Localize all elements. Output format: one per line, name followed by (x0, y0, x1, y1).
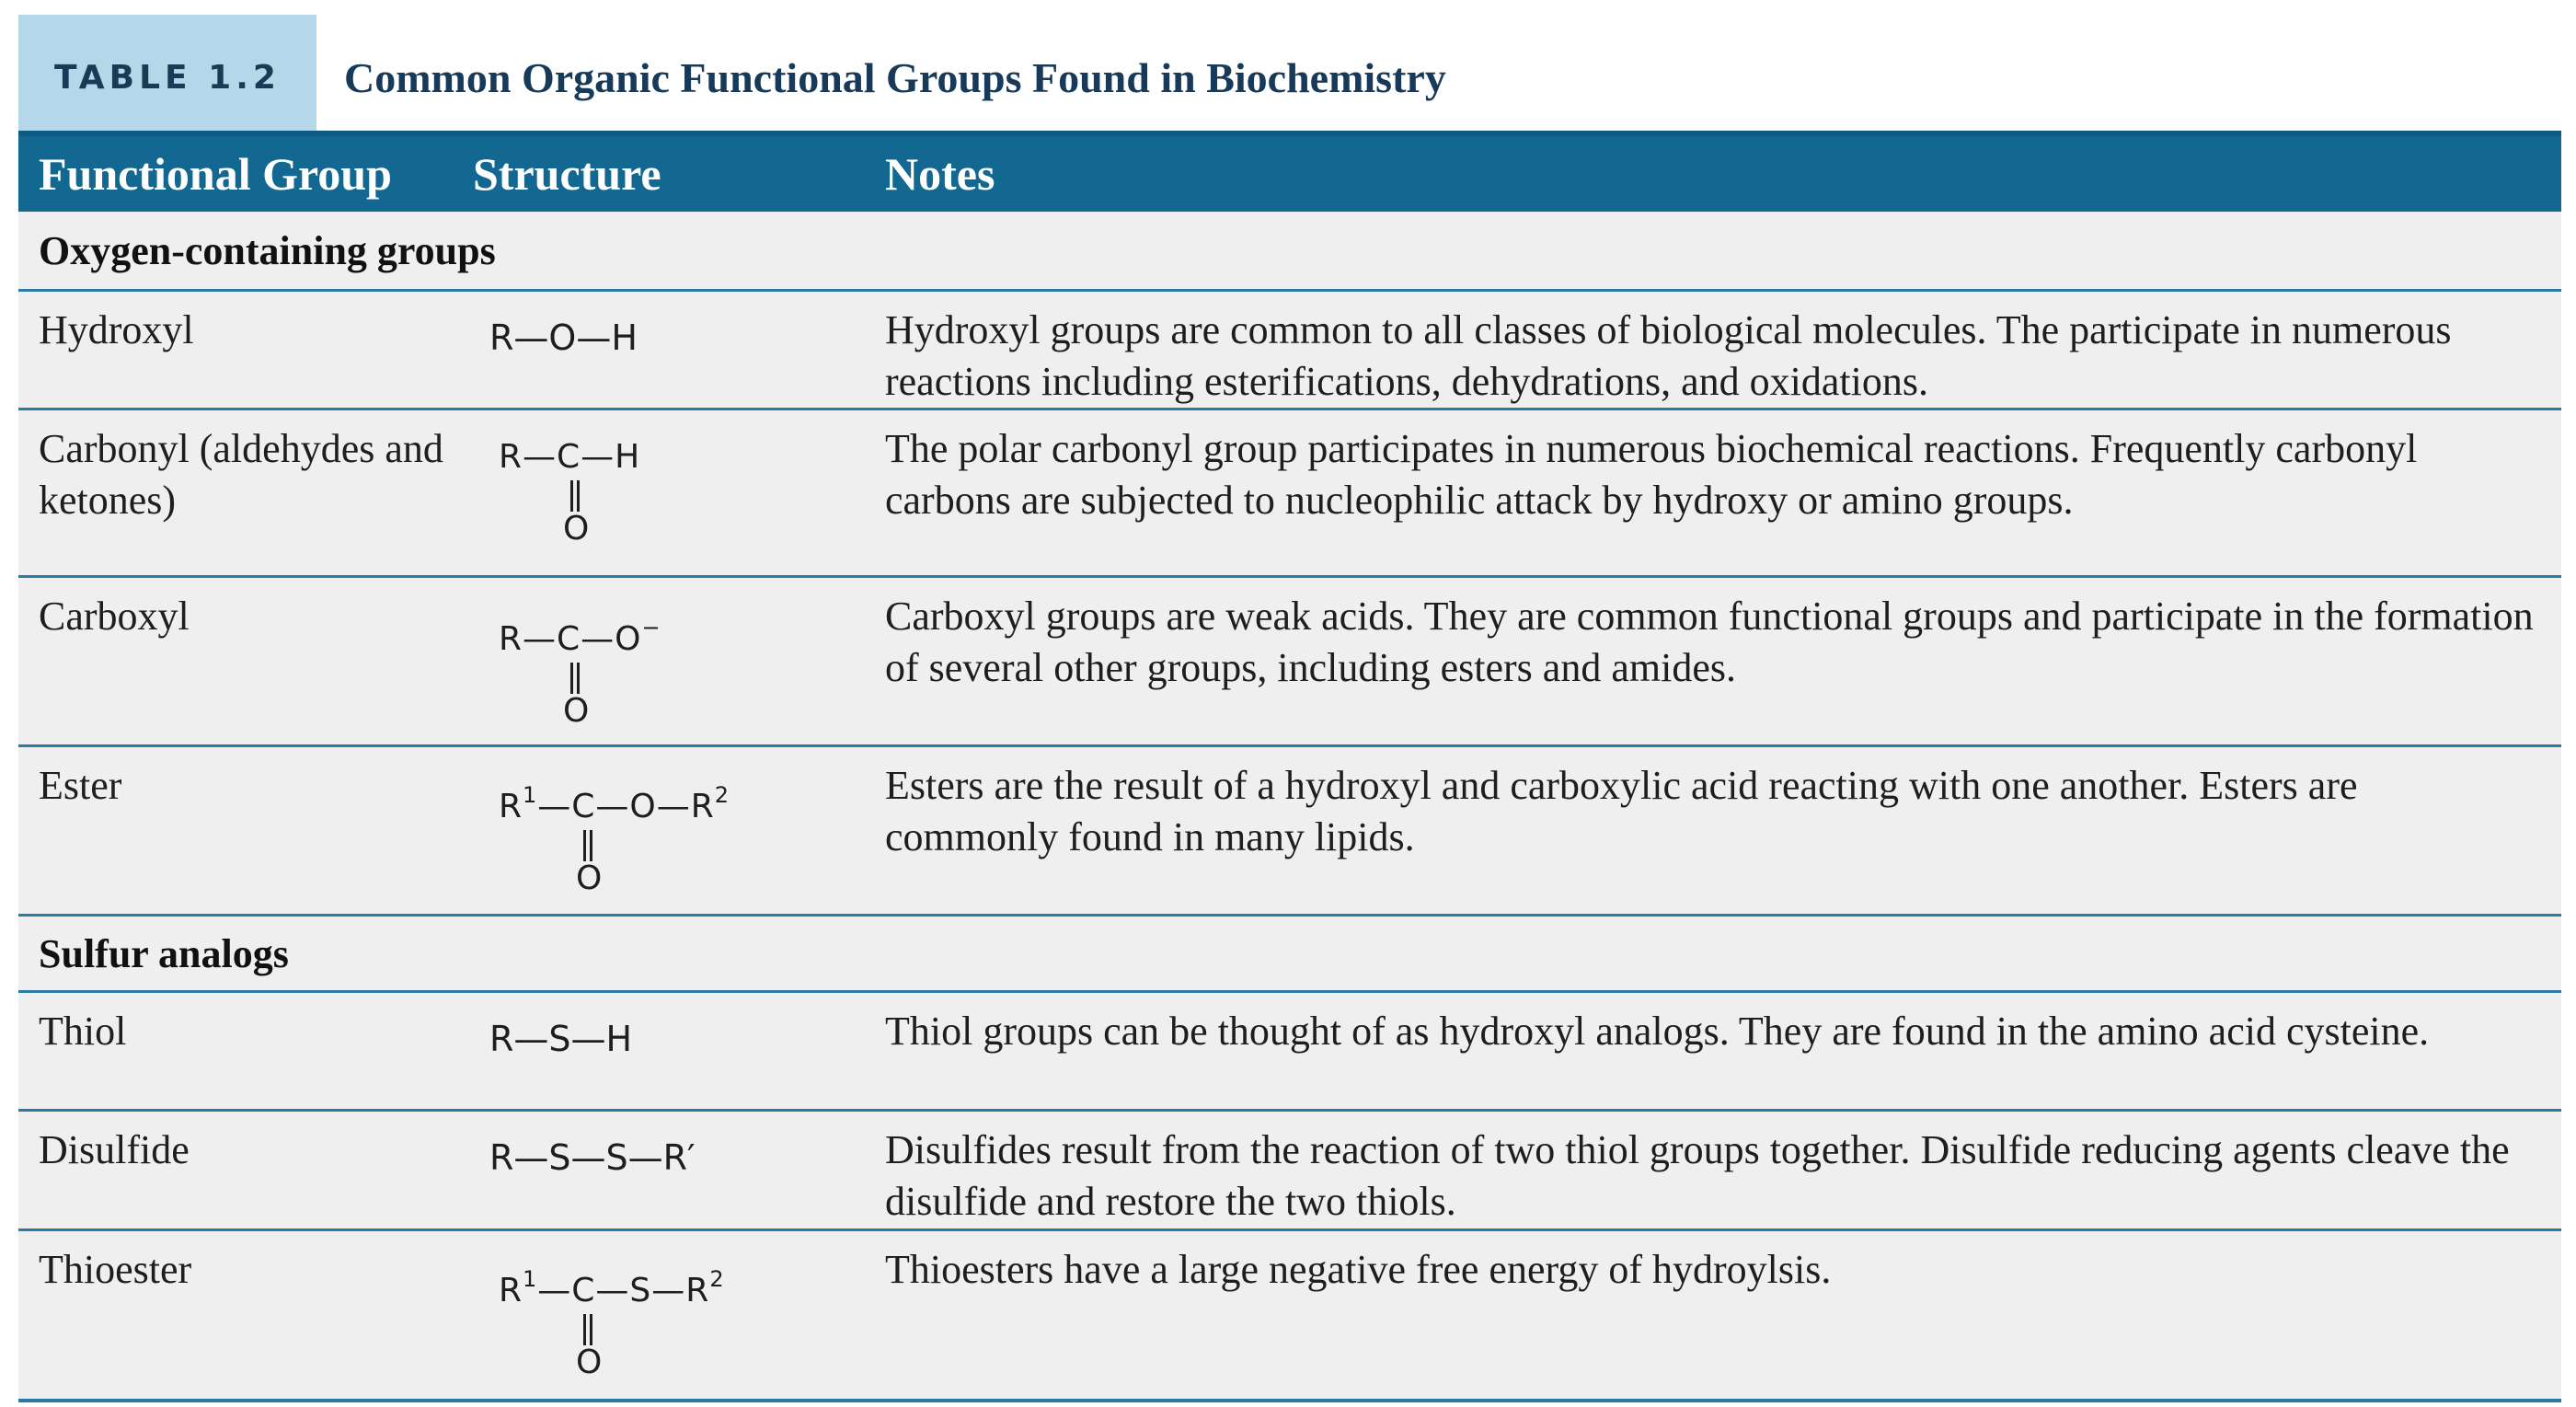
group-notes: Thiol groups can be thought of as hydroxyl analogs. They are found in the amino acid cysteine. (885, 1009, 2430, 1054)
table-title-row (18, 15, 2561, 131)
double-bond (570, 663, 580, 694)
group-notes: Esters are the result of a hydroxyl and carboxylic acid reacting with one another. Esters are commonly found in many lipids. (885, 763, 2358, 859)
group-name: Thiol (39, 1009, 127, 1054)
table-row-ester: Ester $R^1—C—O—R^2$ O Esters are the result of a hydroxyl and carboxylic acid reacting with one another. Esters are commonly found in many lipids. (18, 747, 2561, 917)
group-notes: Carboxyl groups are weak acids. They are common functional groups and participate in the formation of several other groups, including esters and amides. (885, 594, 2534, 690)
group-notes: Disulfides result from the reaction of two thiol groups together. Disulfide reducing agents cleave the disulfide and restore the two thiols. (885, 1127, 2510, 1224)
table-row-thiol: Thiol R—S—H Thiol groups can be thought of as hydroxyl analogs. They are found in the amino acid cysteine. (18, 990, 2561, 1112)
table-row-carbonyl: Carbonyl (aldehydes and ketones) R—C—H O The polar carbonyl group participates in numerous biochemical reactions. Frequently carbonyl carbons are subjected to nucleophilic attack by hydroxy or amino groups. (18, 410, 2561, 578)
group-name: Ester (39, 763, 122, 808)
column-header-notes: Notes (885, 148, 995, 200)
column-header-functional-group: Functional Group (39, 148, 392, 200)
table-row-thioester: Thioester $R^1—C—S—R^2$ O Thioesters have a large negative free energy of hydroylsis. (18, 1231, 2561, 1399)
group-notes: The polar carbonyl group participates in numerous biochemical reactions. Frequently carbonyl carbons are subjected to nucleophilic attack by hydroxy or amino groups. (885, 426, 2418, 523)
table-body (18, 212, 2561, 1399)
table-row-carboxyl: Carboxyl R—C—O− O Carboxyl groups are weak acids. They are common functional groups and participate in the formation of several other groups, including esters and amides. (18, 578, 2561, 747)
group-name: Hydroxyl (39, 307, 194, 352)
group-name: Thioester (39, 1247, 192, 1292)
double-bond (583, 830, 592, 861)
group-name: Disulfide (39, 1127, 190, 1172)
column-header-structure: Structure (473, 148, 661, 200)
group-name: Carbonyl (aldehydes and ketones) (39, 426, 443, 523)
functional-groups-table (18, 15, 2561, 1402)
group-notes: Thioesters have a large negative free energy of hydroylsis. (885, 1247, 1832, 1292)
group-name: Carboxyl (39, 594, 190, 639)
section-header-oxygen: Oxygen-containing groups (39, 227, 496, 273)
table-title: Common Organic Functional Groups Found in Biochemistry (316, 15, 2561, 131)
section-header-sulfur: Sulfur analogs (39, 930, 289, 976)
double-bond (583, 1314, 592, 1345)
column-header-row (18, 131, 2561, 212)
table-row-hydroxyl: Hydroxyl R—O—H Hydroxyl groups are common to all classes of biological molecules. The participate in numerous reactions including esterifications, dehydrations, and oxidations. (18, 289, 2561, 410)
table-bottom-rule (18, 1399, 2561, 1402)
table-row-disulfide: Disulfide R—S—S—R′ Disulfides result from the reaction of two thiol groups together. Disulfide reducing agents cleave the disulfide and restore the two thiols. (18, 1112, 2561, 1231)
double-bond (570, 480, 580, 512)
group-notes: Hydroxyl groups are common to all classes of biological molecules. The participate in numerous reactions including esterifications, dehydrations, and oxidations. (885, 307, 2452, 404)
table-label: TABLE 1.2 (18, 15, 316, 131)
